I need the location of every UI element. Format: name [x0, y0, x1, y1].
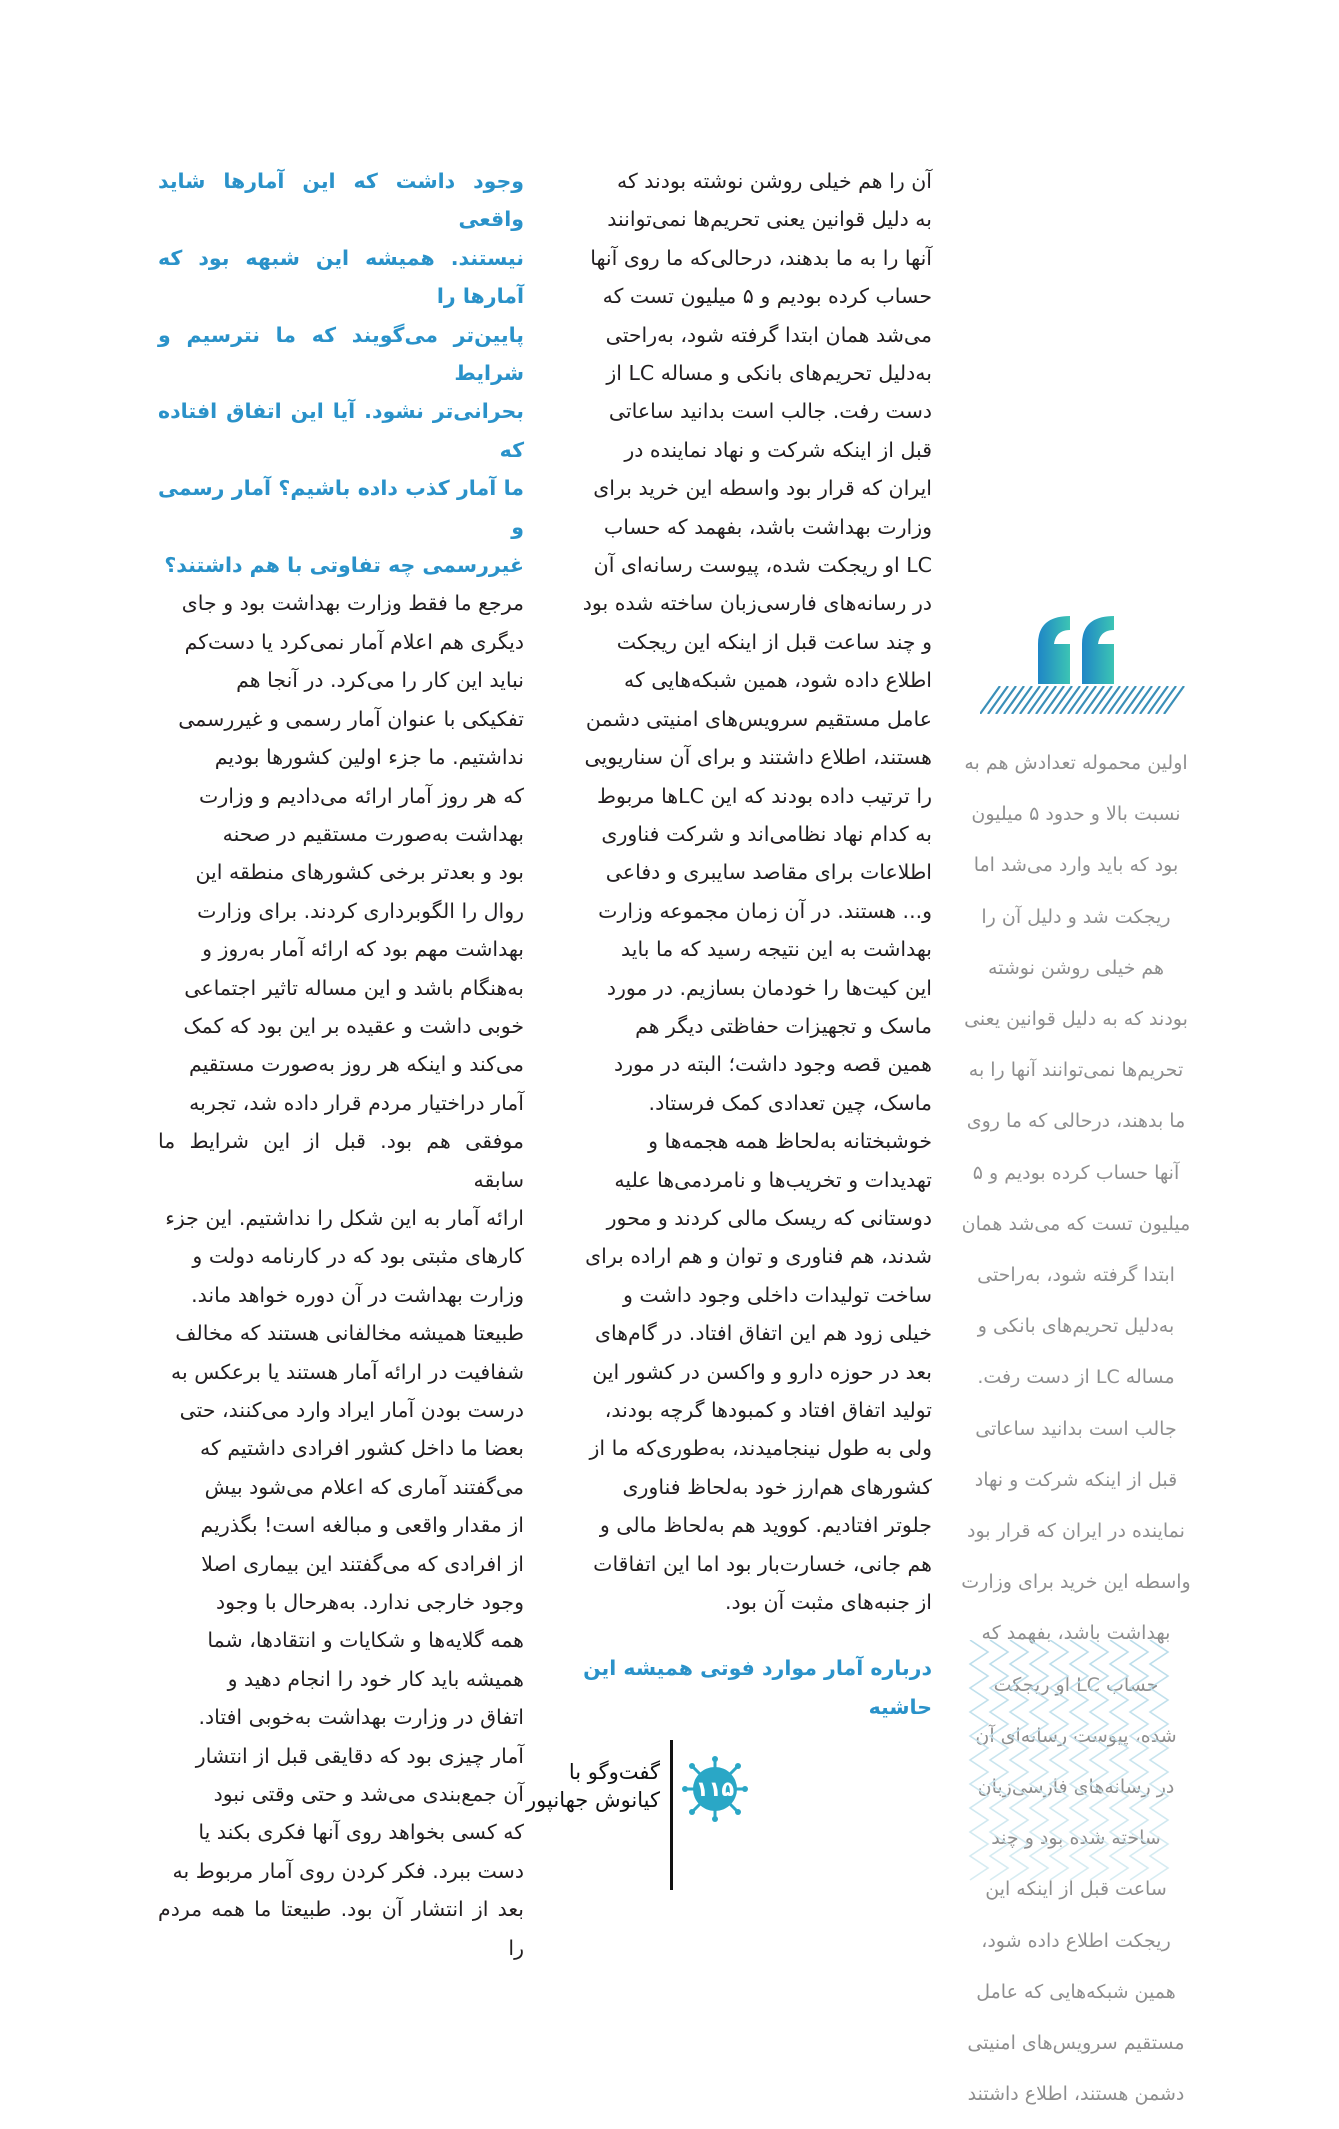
- pull-quote-line: هم خیلی روشن نوشته: [987, 956, 1165, 979]
- pull-quote-line: واسطه این خرید برای وزارت: [961, 1571, 1191, 1594]
- body-text-line: وزارت بهداشت باشد، بفهمد که حساب: [603, 514, 932, 539]
- body-text-line: آمار چیزی بود که دقایقی قبل از انتشار: [195, 1743, 524, 1768]
- pull-quote-line: حساب LC او ریجکت: [993, 1673, 1159, 1696]
- body-text-line: از جنبه‌های مثبت آن بود.: [725, 1590, 932, 1615]
- body-text-line: شدند، هم فناوری و توان و هم اراده برای: [585, 1244, 932, 1269]
- body-text-line: بعد در حوزه دارو و واکسن در کشور این: [592, 1359, 932, 1384]
- pull-quote-line: آنها حساب کرده بودیم و ۵: [972, 1161, 1180, 1184]
- body-text-line: بهداشت به این نتیجه رسید که ما باید: [621, 937, 932, 962]
- pull-quote-line: بودند که به دلیل قوانین یعنی: [964, 1008, 1188, 1031]
- question-text-line: وجود داشت که این آمارها شاید واقعی: [158, 169, 524, 232]
- body-text-line: هستند، اطلاع داشتند و برای آن سناریویی: [584, 745, 932, 770]
- body-text-line: در رسانه‌های فارسی‌زبان ساخته شده بود: [582, 591, 932, 616]
- body-text-line: آن جمع‌بندی می‌شد و حتی وقتی نبود: [213, 1782, 524, 1807]
- body-text-line: LC او ریجکت شده، پیوست رسانه‌ای آن: [593, 553, 932, 578]
- section-subheading: درباره آمار موارد فوتی همیشه این حاشیه: [583, 1656, 932, 1719]
- body-text-line: موفقی هم بود. قبل از این شرایط ما سابقه: [158, 1129, 524, 1192]
- body-text-line: به‌هنگام باشد و این مساله تاثیر اجتماعی: [184, 975, 524, 1000]
- body-text-line: ولی به طول نینجامیدند، به‌طوری‌که ما از: [589, 1436, 932, 1461]
- pull-quote-line: همین شبکه‌هایی که عامل: [976, 1980, 1176, 2003]
- pull-quote-line: ریجکت اطلاع داده شود،: [981, 1929, 1171, 1952]
- pull-quote-line: شده، پیوست رسانه‌ای آن: [975, 1724, 1177, 1747]
- body-text-line: مرجع ما فقط وزارت بهداشت بود و جای: [181, 591, 524, 616]
- body-text-line: آن را هم خیلی روشن نوشته بودند که: [616, 169, 932, 193]
- body-text-line: می‌کند و اینکه هر روز به‌صورت مستقیم: [188, 1052, 524, 1077]
- body-text-line: درست بودن آمار ایراد وارد می‌کنند، حتی: [179, 1398, 524, 1422]
- body-text-line: ایران که قرار بود واسطه این خرید برای: [593, 476, 932, 501]
- body-text-line: خیلی زود هم این اتفاق افتاد. در گام‌های: [594, 1321, 932, 1346]
- body-text-line: دست ببرد. فکر کردن روی آمار مربوط به: [172, 1858, 524, 1883]
- body-text-line: بعضا ما داخل کشور افرادی داشتیم که: [200, 1436, 524, 1461]
- body-text-line: طبیعتا همیشه مخالفانی هستند که مخالف: [175, 1321, 524, 1346]
- body-text-line: شفافیت در ارائه آمار هستند یا برعکس به: [171, 1359, 524, 1384]
- body-text-line: همین قصه وجود داشت؛ البته در مورد: [614, 1052, 932, 1077]
- body-text-line: و... هستند. در آن زمان مجموعه وزارت: [598, 898, 932, 923]
- pull-quote-line: میلیون تست که می‌شد همان: [961, 1212, 1191, 1235]
- body-text-line: که هر روز آمار ارائه می‌دادیم و وزارت: [199, 783, 524, 808]
- body-text-line: خوشبختانه به‌لحاظ همه هجمه‌ها و: [648, 1129, 932, 1154]
- pull-quote-line: بود که باید وارد می‌شد اما: [973, 854, 1179, 877]
- body-text-line: خوبی داشت و عقیده بر این بود که کمک: [183, 1013, 524, 1038]
- body-text-line: به‌دلیل تحریم‌های بانکی و مساله LC از: [606, 361, 932, 386]
- question-text-line: نیستند. همیشه این شبهه بود که آمارها را: [158, 245, 524, 309]
- pull-quote-line: ساعت قبل از اینکه این: [985, 1878, 1167, 1901]
- body-text-line: بهداشت به‌صورت مستقیم در صحنه: [222, 821, 524, 846]
- pull-quote-line: نسبت بالا و حدود ۵ میلیون: [971, 803, 1181, 826]
- body-text-line: این کیت‌ها را خودمان بسازیم. در مورد: [606, 975, 932, 1000]
- pull-quote-line: جالب است بدانید ساعاتی: [975, 1417, 1177, 1440]
- body-text-line: می‌شد همان ابتدا گرفته شود، به‌راحتی: [605, 322, 932, 347]
- body-text-line: همیشه باید کار خود را انجام دهید و: [227, 1666, 524, 1691]
- body-text-line: عامل مستقیم سرویس‌های امنیتی دشمن: [585, 706, 932, 731]
- body-text-line: بعد از انتشار آن بود. طبیعتا ما همه مردم را: [158, 1897, 524, 1960]
- body-text-line: حساب کرده بودیم و ۵ میلیون تست که: [602, 284, 932, 309]
- pull-quote-line: نماینده در ایران که قرار بود: [967, 1520, 1185, 1543]
- question-text-line: غیررسمی چه تفاوتی با هم داشتند؟: [164, 553, 524, 578]
- decorative-stripes: [980, 686, 1185, 714]
- body-text-line: وجود خارجی ندارد. به‌هرحال با وجود: [215, 1590, 524, 1615]
- body-text-line: ماسک و تجهیزات حفاظتی دیگر هم: [635, 1013, 932, 1038]
- pull-quote-line: به‌دلیل تحریم‌های بانکی و: [977, 1315, 1175, 1338]
- footer-title: [500, 1758, 660, 1814]
- footer-title-line1: گفت‌وگو با: [568, 1760, 660, 1784]
- body-text-line: وزارت بهداشت در آن دوره خواهد ماند.: [191, 1282, 524, 1307]
- body-text-line: آنها را به ما بدهند، درحالی‌که ما روی آنها: [590, 245, 932, 270]
- body-text-line: دست رفت. جالب است بدانید ساعاتی: [608, 399, 932, 424]
- pull-quote-line: دشمن هستند، اطلاع داشتند: [967, 2083, 1185, 2106]
- pull-quote-line: اولین محموله تعدادش هم به: [964, 752, 1188, 774]
- body-text-line: نداشتیم. ما جزء اولین کشورها بودیم: [214, 745, 524, 770]
- left-column: [158, 162, 524, 1967]
- body-text-line: از مقدار واقعی و مبالغه است! بگذریم: [200, 1513, 524, 1538]
- pull-quote-line: مستقیم سرویس‌های امنیتی: [967, 2032, 1185, 2055]
- question-text-line: پایین‌تر می‌گویند که ما نترسیم و شرایط: [158, 322, 524, 386]
- question-text-line: بحرانی‌تر نشود. آیا این اتفاق افتاده که: [158, 399, 524, 462]
- body-text-line: تفکیکی با عنوان آمار رسمی و غیررسمی: [178, 706, 524, 731]
- body-text-line: روال را الگوبرداری کردند. برای وزارت: [197, 898, 524, 923]
- pull-quote-line: قبل از اینکه شرکت و نهاد: [974, 1468, 1178, 1491]
- body-text-line: نباید این کار را می‌کرد. در آنجا هم: [236, 668, 524, 693]
- pull-quote-line: ساخته شده بود و چند: [991, 1827, 1161, 1850]
- body-text-line: جلوتر افتادیم. کووید هم به‌لحاظ مالی و: [599, 1513, 932, 1538]
- question-text-line: ما آمار کذب داده باشیم؟ آمار رسمی و: [158, 476, 524, 539]
- body-text-line: و چند ساعت قبل از اینکه این ریجکت: [616, 629, 932, 654]
- body-text-line: کارهای مثبتی بود که در کارنامه دولت و: [192, 1244, 524, 1269]
- body-text-line: ساخت تولیدات داخلی وجود داشت و: [623, 1282, 932, 1307]
- body-text-line: به کدام نهاد نظامی‌اند و شرکت فناوری: [601, 821, 932, 846]
- interview-question: [158, 162, 524, 584]
- pull-quote-line: مساله LC از دست رفت.: [977, 1366, 1175, 1389]
- pull-quote-line: ریجکت شد و دلیل آن را: [981, 905, 1171, 928]
- pull-quote: [960, 728, 1192, 2129]
- body-text-line: از افرادی که می‌گفتند این بیماری اصلا: [201, 1551, 524, 1576]
- body-text-line: کشورهای هم‌ارز خود به‌لحاظ فناوری: [622, 1474, 932, 1499]
- decorative-zigzag: [960, 1640, 1180, 1890]
- body-text-line: اطلاعات برای مقاصد سایبری و دفاعی: [605, 860, 932, 885]
- footer-title-line2: کیانوش جهانپور: [526, 1788, 660, 1812]
- body-text-line: قبل از اینکه شرکت و نهاد نماینده در: [624, 437, 932, 462]
- body-text-line: هم جانی، خسارت‌بار بود اما این اتفاقات: [593, 1551, 932, 1576]
- body-text-line: تهدیدات و تخریب‌ها و نامردمی‌ها علیه: [614, 1167, 932, 1192]
- body-text-line: آمار دراختیار مردم قرار داده شد، تجربه: [189, 1090, 524, 1115]
- body-text-line: را ترتیب داده بودند که این LCها مربوط: [597, 783, 932, 808]
- body-text-line: بود و بعدتر برخی کشورهای منطقه این: [195, 860, 524, 885]
- body-text-line: دوستانی که ریسک مالی کردند و محور: [606, 1205, 932, 1230]
- quote-mark-icon: [1036, 614, 1118, 686]
- pull-quote-line: در رسانه‌های فارسی‌زبان: [977, 1776, 1175, 1799]
- pull-quote-line: ابتدا گرفته شود، به‌راحتی: [977, 1264, 1175, 1287]
- pull-quote-line: بهداشت باشد، بفهمد که: [981, 1622, 1171, 1645]
- body-text-line: دیگری هم اعلام آمار نمی‌کرد یا دست‌کم: [184, 629, 524, 654]
- pull-quote-line: ما بدهند، درحالی که ما روی: [966, 1110, 1186, 1133]
- footer-divider: [670, 1740, 673, 1890]
- body-text-line: ماسک، چین تعدادی کمک فرستاد.: [648, 1090, 932, 1115]
- body-text-line: همه گلایه‌ها و شکایات و انتقادها، شما: [207, 1628, 524, 1653]
- interview-answer: [158, 584, 524, 1967]
- body-text-line: بهداشت مهم بود که ارائه آمار به‌روز و: [202, 937, 524, 962]
- pull-quote-line: تحریم‌ها نمی‌توانند آنها را به: [968, 1059, 1184, 1082]
- body-text-line: اطلاع داده شود، همین شبکه‌هایی که: [624, 668, 932, 693]
- body-text-line: تولید اتفاق افتاد و کمبودها گرچه بودند،: [604, 1398, 932, 1422]
- right-column: [558, 162, 932, 1726]
- body-text-line: به دلیل قوانین یعنی تحریم‌ها نمی‌توانند: [607, 207, 932, 232]
- body-text-line: که کسی بخواهد روی آنها فکری بکند یا: [198, 1820, 524, 1845]
- page-number: ۱۱۵: [695, 1777, 735, 1801]
- body-text-line: می‌گفتند آماری که اعلام می‌شود بیش: [204, 1474, 524, 1499]
- body-text-line: ارائه آمار به این شکل را نداشتیم. این جزء: [165, 1205, 524, 1230]
- body-text-line: اتفاق در وزارت بهداشت به‌خوبی افتاد.: [198, 1705, 524, 1730]
